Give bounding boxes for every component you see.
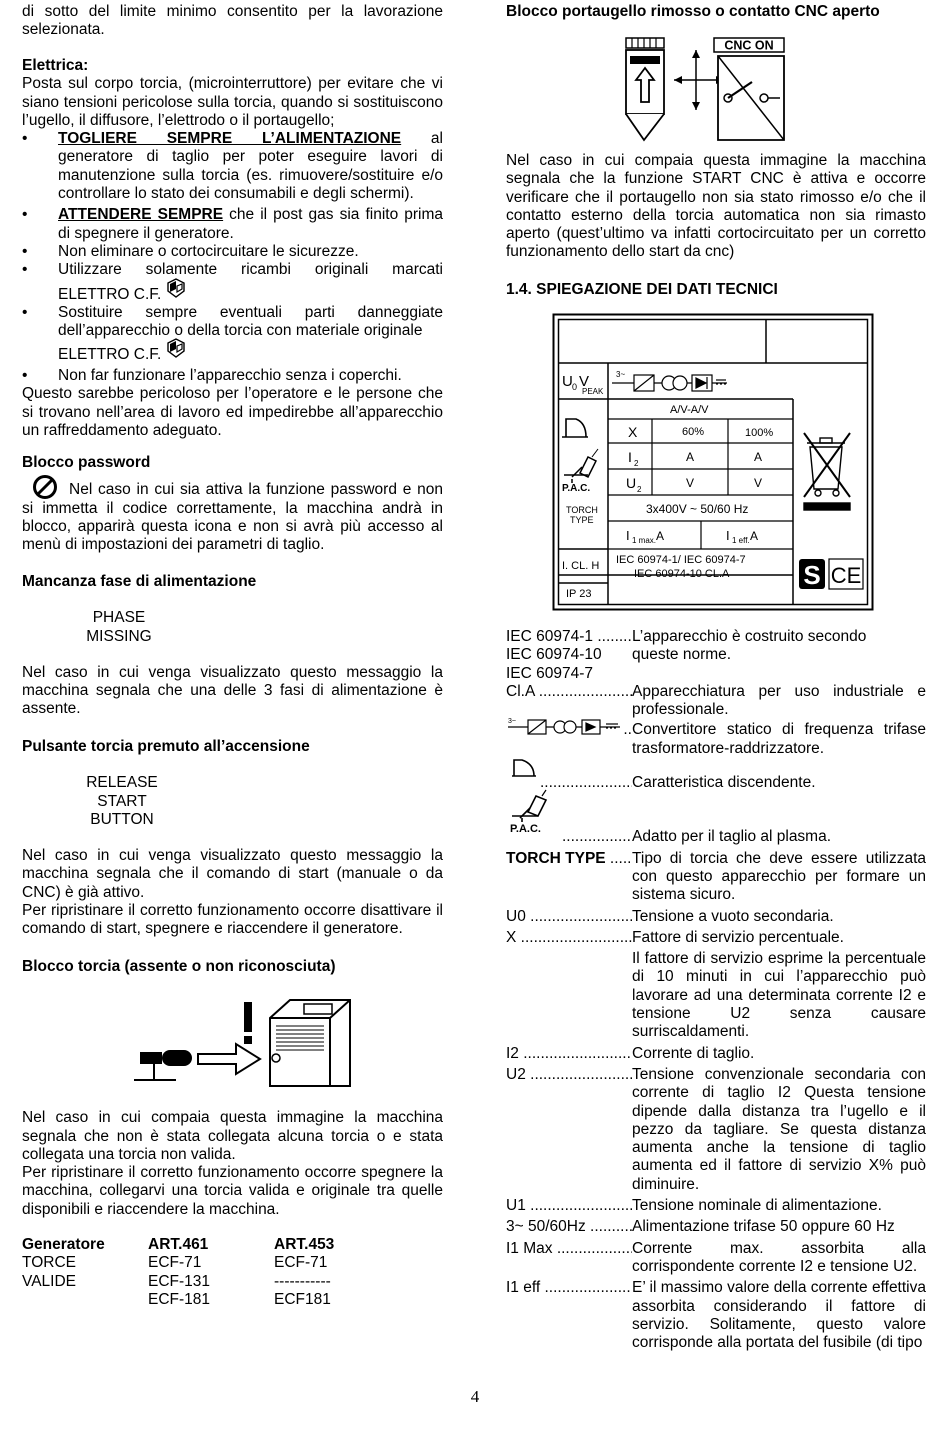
no-entry-icon (32, 474, 58, 500)
plate-peak: PEAK (582, 387, 604, 396)
def-key (506, 929, 632, 947)
definitions-list (506, 628, 926, 1352)
plate-type: TYPE (570, 515, 594, 525)
phase-section (22, 573, 443, 719)
def-value: Convertitore statico di frequenza trifase trasformatore-raddrizzatore. (632, 721, 926, 757)
def-key (506, 908, 632, 926)
table-row (22, 1254, 400, 1272)
password-title: Blocco password (22, 454, 151, 471)
norm-code: IEC 60974-7 (506, 664, 594, 682)
plate-i1eff: I (726, 528, 730, 543)
phase-title: Mancanza fase di alimentazione (22, 573, 257, 590)
def-row (506, 1218, 926, 1236)
release-msg-line: RELEASE (86, 774, 158, 792)
plate-v-100: V (754, 476, 763, 490)
pulsante-title: Pulsante torcia premuto all’accensione (22, 738, 310, 755)
def-key (506, 1218, 632, 1236)
section-title: 1.4. SPIEGAZIONE DEI DATI TECNICI (506, 281, 778, 298)
table-cell: ECF181 (274, 1291, 331, 1309)
elettro-cf-logo-icon (164, 277, 188, 301)
table-cell: ECF-71 (274, 1254, 328, 1272)
def-key (506, 850, 632, 868)
plate-i2-sub: 2 (634, 459, 639, 468)
plate-torch: TORCH (566, 505, 598, 515)
cnc-title: Blocco portaugello rimosso o contatto CNC aperto (506, 3, 880, 20)
bullet-1-bold: TOGLIERE SEMPRE L’ALIMENTAZIONE (58, 130, 402, 148)
def-row (506, 718, 926, 758)
elettrica-section (22, 57, 443, 440)
def-row (506, 1045, 926, 1063)
svg-text:3~: 3~ (508, 718, 516, 726)
release-message (85, 774, 159, 829)
plate-three-phase: 3~ (616, 370, 626, 379)
def-row (506, 823, 926, 846)
bullet-1 (22, 130, 443, 203)
bullet-2-text: che il post gas sia finito prima di spegnere il generatore. (58, 206, 444, 242)
ce-mark-icon: CE (830, 563, 862, 588)
converter-icon (508, 717, 622, 735)
torcia-text-1: Nel caso in cui compaia questa immagine la macchina segnala che non è stata collegata alcuna torcia o e stata collegata una torcia non valida. (22, 1109, 443, 1163)
table-header-cell: Generatore (22, 1236, 105, 1253)
table-cell: ECF-71 (148, 1254, 202, 1272)
def-key-text: Cl.A (506, 682, 535, 700)
plate-s: S (803, 560, 821, 590)
norm-code: IEC 60974-10 (506, 646, 602, 664)
norm-code: IEC 60974-1 (506, 628, 594, 645)
def-key-text: X (506, 928, 517, 946)
def-row (506, 929, 926, 947)
release-msg-line: START (97, 792, 147, 810)
plasma-torch-icon (508, 788, 558, 834)
plate-u2: U (626, 475, 637, 491)
plate-i1max-a: A (656, 529, 665, 543)
bullet-5-brand: ELETTRO C.F. (58, 346, 162, 364)
def-key-text: I1 Max (506, 1239, 553, 1257)
plate-100: 100% (745, 427, 774, 439)
cnc-on-label: CNC ON (724, 38, 774, 53)
bullet-5: • Sostituire sempre eventuali parti danneggiate dell’apparecchio o della torcia con materiale originale (22, 304, 443, 341)
def-key-text: I1 eff (506, 1279, 541, 1297)
def-row (506, 908, 926, 926)
def-key-text: U0 (506, 907, 526, 925)
plate-a-100: A (754, 450, 763, 464)
plate-a-60: A (686, 450, 695, 464)
torcia-text-2: Per ripristinare il corretto funzionamento occorre spegnere la macchina, collegarvi una torcia valida e originale tra quelle disponibili e riaccendere la macchina. (22, 1164, 443, 1218)
table-cell (22, 1291, 148, 1309)
phase-msg-line: PHASE (92, 609, 146, 627)
phase-msg-line: MISSING (86, 627, 152, 645)
bullet-1-text: al generatore di taglio per poter eseguire lavori di manutenzione sulla torcia (es. rimuovere/sostituire e/o controllare lo stato dei consumabili e degli schermi). (58, 130, 443, 203)
cnc-on-icon (624, 36, 788, 144)
torch-missing-icon (132, 996, 352, 1088)
norm-key (506, 628, 632, 646)
elettrica-text: Posta sul corpo torcia, (microinterruttore) per evitare che vi siano tensioni pericolose sulla torcia, quando si sostituiscono l’ugello, il diffusore, l’elettrodo o il portaugello; (22, 75, 443, 129)
plate-u2-sub: 2 (637, 485, 642, 494)
def-row (506, 1197, 926, 1215)
norm-desc: L’apparecchio è costruito secondo (632, 628, 867, 645)
def-row (506, 950, 926, 1041)
release-msg-line: BUTTON (90, 810, 154, 828)
plate-i1max: I (626, 528, 630, 543)
pulsante-text-1: Nel caso in cui venga visualizzato questo messaggio la macchina segnala che il comando di start (manuale o da CNC) è già attivo. (22, 847, 443, 901)
table-row (22, 1273, 400, 1291)
def-row (506, 1240, 926, 1277)
table-header-cell: ART.453 (274, 1236, 335, 1253)
torcia-title: Blocco torcia (assente o non riconosciuta) (22, 958, 336, 975)
elettrica-closing: Questo sarebbe pericoloso per l’operatore e le persone che si trovano nell’area di lavoro ed impedirebbe all’apparecchio un raffreddamento adeguato. (22, 385, 443, 440)
phase-text: Nel caso in cui venga visualizzato questo messaggio la macchina segnala che una delle 3 fasi di alimentazione è assente. (22, 663, 443, 718)
def-value: Tensione nominale di alimentazione. (632, 1197, 882, 1215)
pulsante-section (22, 738, 443, 939)
bullet-2 (22, 206, 443, 243)
table-row (22, 1291, 400, 1309)
plate-u0-v: V (579, 373, 590, 390)
def-key (506, 1279, 632, 1297)
def-key-text: U2 (506, 1065, 526, 1083)
def-value: Alimentazione trifase 50 oppure 60 Hz (632, 1218, 895, 1236)
def-row (506, 1279, 926, 1352)
def-key-text: 3~ 50/60Hz (506, 1218, 586, 1236)
def-key (506, 683, 632, 701)
phase-message (85, 609, 153, 646)
def-value: Il fattore di servizio esprime la percentuale di 10 minuti in cui l’apparecchio può lavorare ad una determinata corrente I2 e tensione U2 senza causare surriscaldamenti. (632, 950, 926, 1041)
def-value: Fattore di servizio percentuale. (632, 928, 844, 946)
norm-row (506, 628, 926, 646)
table-cell: VALIDE (22, 1272, 76, 1290)
plate-u0-sub: 0 (572, 382, 578, 392)
def-value: Corrente max. assorbita alla corrispondente corrente I2 e tensione U2. (632, 1239, 926, 1275)
def-key-text: U1 (506, 1197, 526, 1215)
plate-i2: I (628, 449, 632, 465)
def-key (506, 1240, 632, 1258)
plate-iec-2: IEC 60974-10 CL.A (634, 568, 730, 580)
pac-label: P.A.C. (510, 823, 541, 835)
def-value: Tensione convenzionale secondaria con corrente di taglio I2 Questa tensione dipende dalla distanza tra l’ugello e il pezzo da tagliare. Se questa distanza aumenta anche la tensione di taglio aumenta ed il fattore di servizio X% può diminuire. (632, 1065, 926, 1193)
drooping-characteristic-icon (510, 756, 538, 780)
bullet-4-brand-line (22, 280, 443, 304)
norm-desc: queste norme. (632, 646, 732, 664)
def-key-text: TORCH TYPE (506, 849, 606, 867)
plate-icl: I. CL. H (562, 560, 600, 572)
plate-pac: P.A.C. (562, 483, 591, 494)
intro-text: di sotto del limite minimo consentito per la lavorazione selezionata. (22, 3, 443, 39)
def-row (506, 683, 926, 720)
table-header-row (22, 1236, 400, 1254)
def-key (506, 1045, 632, 1063)
rating-plate (552, 313, 874, 611)
plate-supply: 3x400V ~ 50/60 Hz (646, 502, 749, 516)
pulsante-text-2: Per ripristinare il corretto funzionamento occorre disattivare il comando di start, spegnere e riaccendere il generatore. (22, 902, 443, 938)
norm-row (506, 646, 926, 664)
bullet-2-bold: ATTENDERE SEMPRE (58, 206, 224, 224)
page-number: 4 (470, 1387, 480, 1406)
def-row (506, 774, 926, 792)
def-key (506, 1066, 632, 1084)
def-key: .. (623, 721, 632, 739)
plate-60: 60% (682, 426, 705, 438)
norm-row (506, 665, 926, 683)
plate-i1max-sub: 1 max. (632, 536, 657, 545)
bullet-4-brand: ELETTRO C.F. (58, 285, 162, 303)
def-key-text: I2 (506, 1044, 519, 1062)
plate-i1eff-sub: 1 eff. (732, 536, 750, 545)
table-cell: ----------- (274, 1272, 331, 1290)
table-cell: ECF-181 (148, 1291, 211, 1309)
table-cell: TORCE (22, 1254, 76, 1272)
elettrica-title: Elettrica: (22, 57, 89, 74)
def-value: Apparecchiatura per uso industriale e professionale. (632, 682, 926, 719)
bullet-5-brand-line (22, 340, 443, 364)
torcia-section (22, 958, 443, 1219)
plate-x: X (628, 424, 638, 440)
plate-u0: U (562, 373, 573, 390)
table-header-cell: ART.461 (148, 1236, 209, 1253)
plate-iec-1: IEC 60974-1/ IEC 60974-7 (616, 554, 746, 566)
bullet-3: • Non eliminare o cortocircuitare le sicurezze. (22, 243, 443, 261)
def-value: Corrente di taglio. (632, 1044, 755, 1062)
plate-i1eff-a: A (750, 529, 759, 543)
table-cell: ECF-131 (148, 1272, 211, 1290)
torches-table (22, 1236, 400, 1310)
def-row (506, 850, 926, 905)
def-row (506, 1066, 926, 1194)
elettro-cf-logo-icon (164, 337, 188, 361)
def-value: Caratteristica discendente. (632, 774, 816, 792)
def-value: Tipo di torcia che deve essere utilizzata con questo apparecchio per formare un sistema sicuro. (632, 849, 926, 904)
def-value: Tensione a vuoto secondaria. (632, 907, 834, 925)
plate-avav: A/V-A/V (670, 404, 709, 416)
plate-ip: IP 23 (566, 588, 592, 600)
def-key (506, 1197, 632, 1215)
def-value: E’ il massimo valore della corrente effettiva assorbita considerando il fattore di servizio. Solitamente, questo valore corrisponde alla portata del fusibile (di tipo (632, 1279, 926, 1352)
plate-v-60: V (686, 476, 695, 490)
password-text: Nel caso in cui sia attiva la funzione password e non si immetta il codice correttamente, la macchina andrà in blocco, apparirà questa icona e non si avrà più accesso al menù di impostazioni dei parametri di taglio. (22, 481, 443, 554)
def-value: Adatto per il taglio al plasma. (632, 828, 832, 846)
cnc-text: Nel caso in cui compaia questa immagine la macchina segnala che la funzione START CNC è attiva e occorre verificare che il portaugello non sia stato rimosso e/o che il contatto esterno della torcia automatica non sia rimasto aperto (quest’ultimo va infatti cortocircuitato per un corretto funzionamento dello start da cnc) (506, 152, 926, 261)
bullet-6: • Non far funzionare l’apparecchio senza i coperchi. (22, 367, 443, 385)
bullet-4: • Utilizzare solamente ricambi originali marcati (22, 261, 443, 279)
password-section (22, 454, 443, 554)
